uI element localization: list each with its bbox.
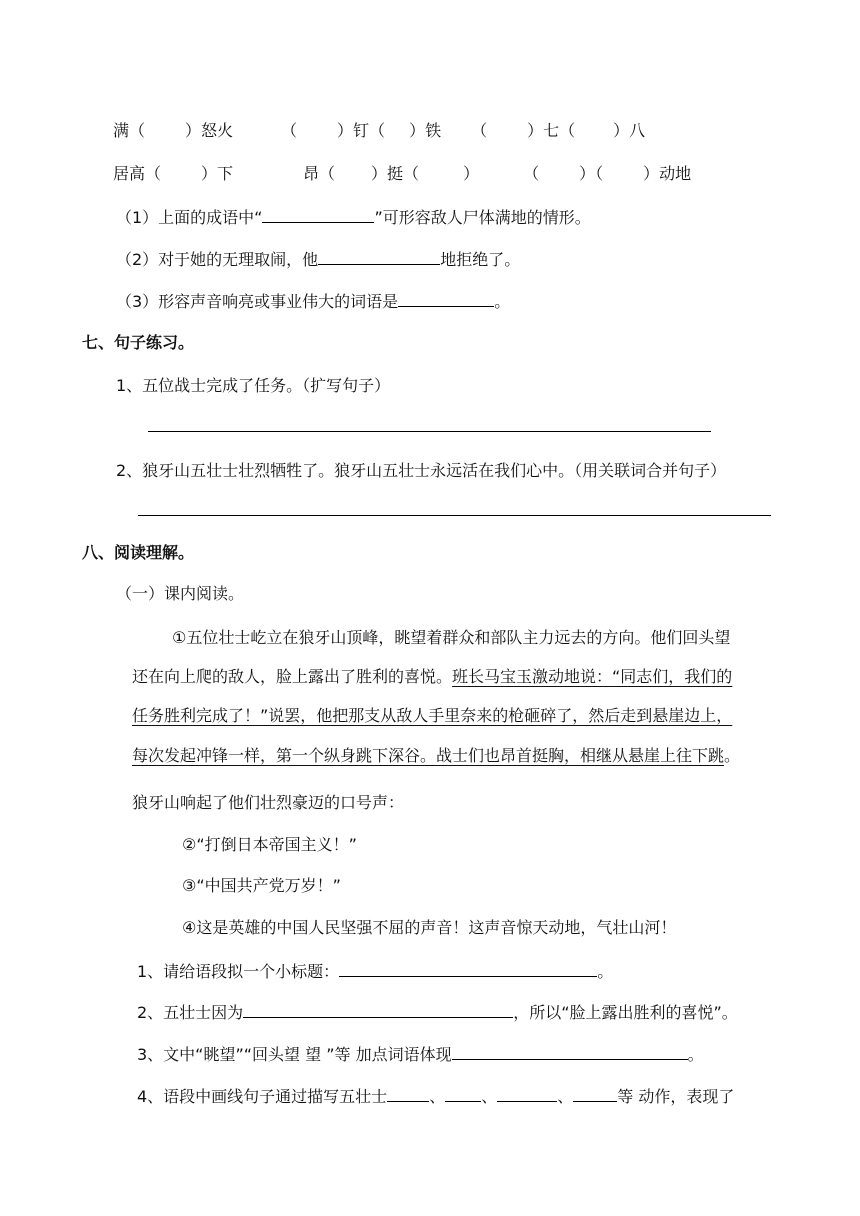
- idiom-text: （: [523, 164, 540, 183]
- reading-subtitle: （一）课内阅读。: [116, 584, 245, 603]
- idiom-text: （: [281, 121, 298, 140]
- underlined-sentence: 任务胜利完成了！”说罢，他把那支从敌人手里奈来的枪砸碎了，然后走到悬崖边上，: [132, 706, 733, 725]
- sentence-task-2: 2、狼牙山五壮士壮烈牺牲了。狼牙山五壮士永远活在我们心中。（用关联词合并句子）: [116, 461, 727, 480]
- answer-blank[interactable]: [445, 1085, 481, 1102]
- underlined-sentence: 每次发起冲锋一样，第一个纵身跳下深谷。战士们也昂首挺胸，相继从悬崖上往下跳: [132, 746, 725, 765]
- sentence-task-1: 1、五位战士完成了任务。（扩写句子）: [116, 376, 391, 395]
- idiom-text: ）动地: [643, 164, 692, 183]
- reading-question-1: [137, 960, 613, 983]
- idiom-text: ）八: [613, 121, 646, 140]
- question-text: 2、五壮士因为: [137, 1003, 244, 1022]
- reading-question-4: [137, 1085, 734, 1108]
- answer-blank[interactable]: [318, 248, 440, 265]
- question-text: ”可形容敌人尸体满地的情形。: [374, 208, 591, 227]
- idiom-text: 昂（: [303, 164, 336, 183]
- question-text: 、: [557, 1087, 574, 1106]
- idiom-text: ）七（: [527, 121, 576, 140]
- answer-line-2[interactable]: [138, 515, 771, 516]
- passage-text: 。: [724, 746, 741, 765]
- question-text: 。: [494, 292, 511, 311]
- idiom-text: （: [471, 121, 488, 140]
- question-text: 、: [429, 1087, 446, 1106]
- answer-blank[interactable]: [573, 1085, 617, 1102]
- section-8-title: 八、阅读理解。: [82, 543, 195, 562]
- question-text: 3、文中“眺望”“回头望 望 ”等 加点词语体现: [137, 1045, 452, 1064]
- answer-blank[interactable]: [387, 1085, 429, 1102]
- answer-blank[interactable]: [243, 1001, 513, 1018]
- idiom-text: ）钉（: [337, 121, 386, 140]
- idiom-text: ）下: [201, 164, 234, 183]
- question-text: 4、语段中画线句子通过描写五壮士: [137, 1087, 388, 1106]
- idiom-text: ）: [463, 164, 480, 183]
- answer-blank[interactable]: [262, 206, 374, 223]
- question-text: （2）对于她的无理取闹，他: [116, 250, 319, 269]
- passage-line: ①五位壮士屹立在狼牙山顶峰，眺望着群众和部队主力远去的方向。他们回头望: [172, 628, 731, 647]
- question-text: 等 动作，表现了: [617, 1087, 735, 1106]
- idiom-text: 居高（: [113, 164, 162, 183]
- question-text: ，所以“脸上露出胜利的喜悦”。: [513, 1003, 738, 1022]
- passage-line: ②“打倒日本帝国主义！”: [182, 835, 357, 854]
- answer-blank[interactable]: [497, 1085, 557, 1102]
- question-text: 1、请给语段拟一个小标题：: [137, 962, 340, 981]
- question-text: 、: [481, 1087, 498, 1106]
- idiom-text: ）（: [579, 164, 604, 183]
- answer-line-1[interactable]: [148, 431, 711, 432]
- idiom-text: ）铁: [409, 121, 442, 140]
- reading-question-2: [137, 1001, 738, 1024]
- answer-blank[interactable]: [339, 960, 597, 977]
- passage-text: 还在向上爬的敌人，脸上露出了胜利的喜悦。: [132, 667, 453, 686]
- passage-line: [132, 666, 732, 688]
- reading-question-3: [137, 1043, 704, 1066]
- underlined-sentence: 班长马宝玉激动地说：“同志们，我们的: [452, 667, 733, 686]
- idiom-question-2: [116, 248, 520, 271]
- idiom-row-1: [113, 120, 645, 142]
- question-text: 。: [597, 962, 614, 981]
- passage-line: ④这是英雄的中国人民坚强不屈的声音！这声音惊天动地，气壮山河！: [182, 918, 677, 937]
- idiom-question-1: [116, 206, 591, 229]
- passage-line: [132, 745, 740, 767]
- question-text: 。: [687, 1045, 704, 1064]
- idiom-text: ）怒火: [185, 121, 234, 140]
- question-text: （1）上面的成语中“: [116, 208, 263, 227]
- idiom-text: ）挺（: [371, 164, 420, 183]
- idiom-row-2: [113, 163, 691, 185]
- idiom-text: 满（: [113, 121, 146, 140]
- question-text: （3）形容声音响亮或事业伟大的词语是: [116, 292, 399, 311]
- answer-blank[interactable]: [452, 1043, 688, 1060]
- question-text: 地拒绝了。: [440, 250, 521, 269]
- answer-blank[interactable]: [398, 290, 494, 307]
- idiom-question-3: [116, 290, 510, 313]
- passage-line: 狼牙山响起了他们壮烈豪迈的口号声：: [132, 793, 405, 812]
- section-7-title: 七、句子练习。: [82, 333, 195, 352]
- passage-line: ③“中国共产党万岁！”: [182, 876, 341, 895]
